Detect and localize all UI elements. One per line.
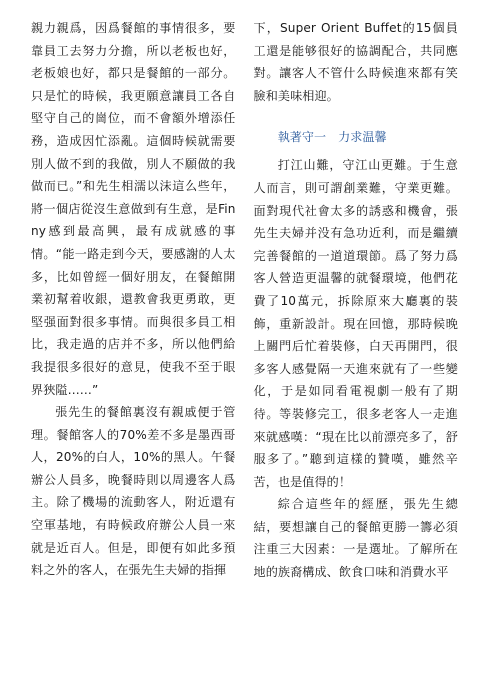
- left-column: [31, 17, 236, 680]
- body-paragraph: 下，Super Orient Buffet的15個員工還是能够很好的協調配合，共同應對。讓客人不管什么時候進來都有笑臉和美味相迎。: [253, 21, 458, 103]
- body-paragraph: 親力親爲，因爲餐館的事情很多，要靠員工去努力分擔，所以老板也好，老板娘也好，都只是餐館的一部分。只是忙的時候，我更願意讓員工各自堅守自己的崗位，而不會額外增添任務，造成因忙添亂。這個時候就需要別人做不到的我做，別人不願做的我做而已。”和先生相濡以沫這么些年，將一個店從沒生意做到有生意，是Finny感到最高興，最有成就感的事情。“能一路走到今天，要感謝的人太多，比如曾經一個好朋友，在餐館開業初幫着收銀，還教會我更勇敢，更堅强面對很多事情。而與很多員工相比，我走過的店并不多，所以他們給我提很多很好的意見，使我不至于眼界狹隘……”: [31, 21, 236, 397]
- section-heading: 執著守一 力求温馨: [277, 130, 387, 145]
- body-paragraph: 張先生的餐館裏沒有親戚便于管理。餐館客人的70%差不多是墨西哥人，20%的白人，10%的黑人。午餐辦公人員多，晚餐時則以周邊客人爲主。除了機場的流動客人，附近還有空軍基地，有時候政府辦公人員一來就是近百人。但是，即便有如此多預料之外的客人，在張先生夫婦的指揮: [31, 405, 236, 578]
- body-paragraph: 綜合這些年的經歷，張先生總結，要想讓自己的餐館更勝一籌必須注重三大因素：一是選址。了解所在地的族裔構成、飲食口味和消費水平: [253, 497, 458, 580]
- right-column: [254, 17, 459, 680]
- body-paragraph: 打江山難，守江山更難。于生意人而言，則可謂創業難，守業更難。面對現代社會太多的誘惑和機會，張先生夫婦并没有急功近利，而是繼續完善餐館的一道道環節。爲了努力爲客人營造更温馨的就餐環境，他們花費了10萬元，拆除原來大廳裏的裝飾，重新設計。現在回憶，那時候晚上關門后忙着裝修，白天再開門，很多客人感覺隔一天進來就有了一些變化，于是如同看電視劇一般有了期待。等裝修完工，很多老客人一走進來就感嘆：“現在比以前漂亮多了，舒服多了。”聽到這樣的贊嘆，雖然辛苦，也是值得的！: [253, 158, 458, 489]
